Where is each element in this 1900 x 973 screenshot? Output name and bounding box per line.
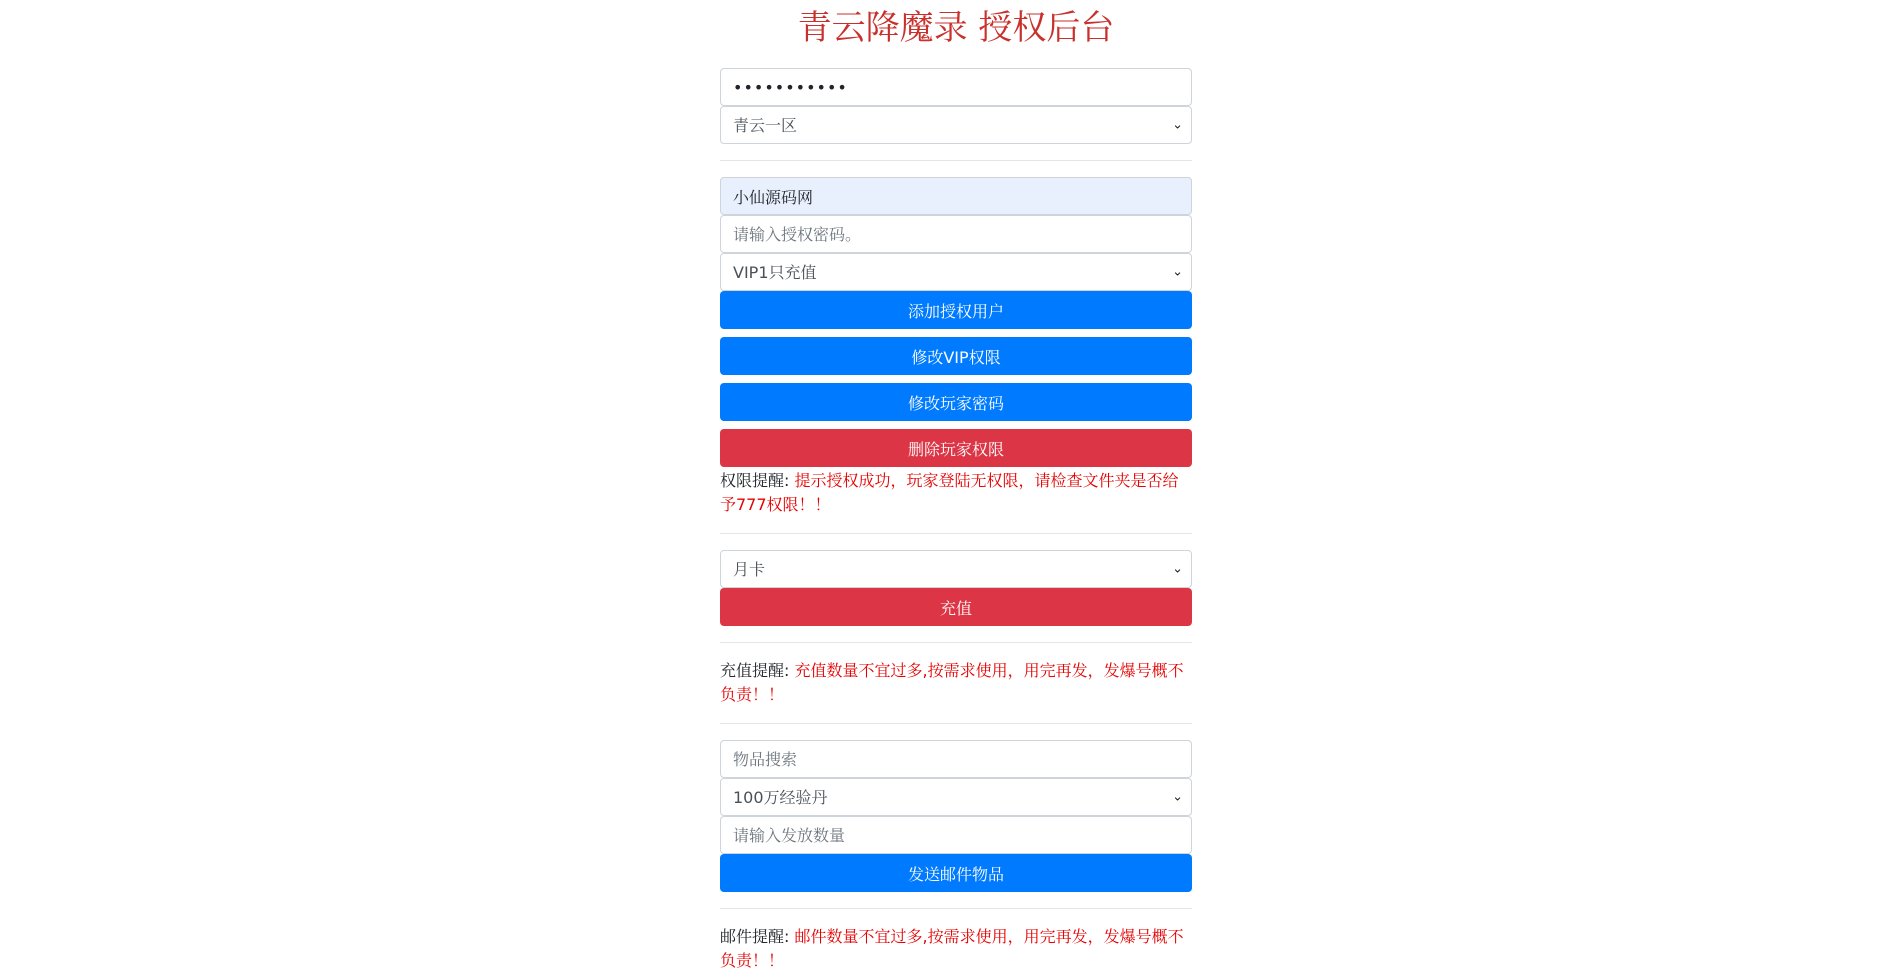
server-select[interactable] [720, 106, 1192, 144]
section-divider [720, 160, 1192, 161]
add-auth-user-button[interactable]: 添加授权用户 [720, 291, 1192, 329]
quantity-input[interactable] [720, 816, 1192, 854]
section-divider [720, 908, 1192, 909]
admin-panel [720, 0, 1192, 973]
section-divider [720, 642, 1192, 643]
recharge-notice-label: 充值提醒: [720, 661, 790, 680]
section-divider [720, 723, 1192, 724]
login-section [720, 68, 1192, 144]
permission-notice [720, 469, 1192, 517]
chevron-down-icon: ⌄ [1172, 117, 1183, 133]
recharge-section [720, 550, 1192, 626]
permission-notice-text: 提示授权成功，玩家登陆无权限，请检查文件夹是否给予777权限！！ [720, 471, 1179, 514]
mail-section [720, 740, 1192, 892]
mail-notice-text: 邮件数量不宜过多,按需求使用，用完再发，发爆号概不负责！！ [720, 927, 1184, 970]
delete-player-permission-button[interactable]: 删除玩家权限 [720, 429, 1192, 467]
section-divider [720, 533, 1192, 534]
recharge-notice [720, 659, 1192, 707]
admin-password-input[interactable] [720, 68, 1192, 106]
recharge-button[interactable]: 充值 [720, 588, 1192, 626]
mail-notice [720, 925, 1192, 973]
modify-player-password-button[interactable]: 修改玩家密码 [720, 383, 1192, 421]
auth-username-input[interactable] [720, 177, 1192, 215]
item-search-input[interactable] [720, 740, 1192, 778]
recharge-notice-text: 充值数量不宜过多,按需求使用，用完再发，发爆号概不负责！！ [720, 661, 1184, 704]
vip-level-select[interactable] [720, 253, 1192, 291]
send-mail-item-button[interactable]: 发送邮件物品 [720, 854, 1192, 892]
mail-item-select[interactable] [720, 778, 1192, 816]
auth-section [720, 177, 1192, 517]
chevron-down-icon: ⌄ [1172, 789, 1183, 805]
page-title: 青云降魔录 授权后台 [797, 8, 1115, 48]
card-select-wrapper [720, 550, 1192, 588]
permission-notice-label: 权限提醒: [720, 471, 790, 490]
mail-notice-label: 邮件提醒: [720, 927, 790, 946]
chevron-down-icon: ⌄ [1172, 561, 1183, 577]
chevron-down-icon: ⌄ [1172, 264, 1183, 280]
auth-password-input[interactable] [720, 215, 1192, 253]
server-select-wrapper [720, 106, 1192, 144]
modify-vip-button[interactable]: 修改VIP权限 [720, 337, 1192, 375]
vip-select-wrapper [720, 253, 1192, 291]
recharge-card-select[interactable] [720, 550, 1192, 588]
item-select-wrapper [720, 778, 1192, 816]
